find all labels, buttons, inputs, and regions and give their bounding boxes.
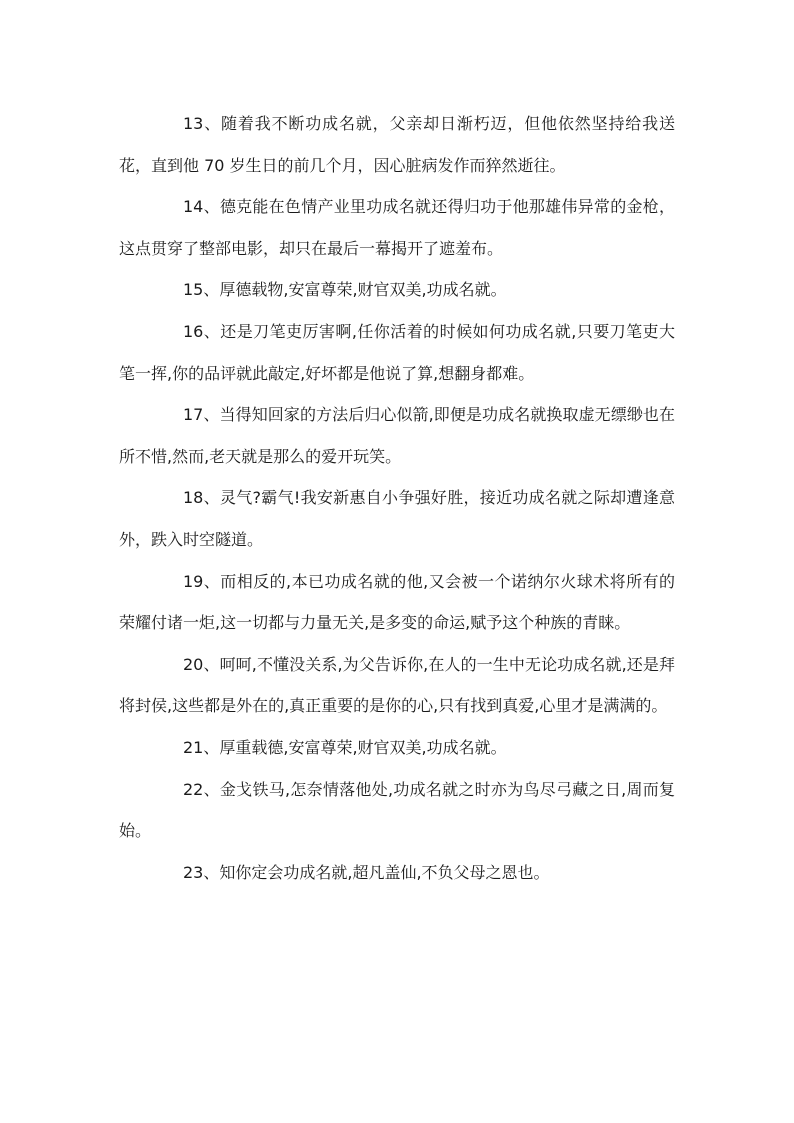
paragraph-13: 13、随着我不断功成名就，父亲却日渐朽迈，但他依然坚持给我送花，直到他 70 岁生日的前几个月，因心脏病发作而猝然逝往。 <box>119 114 675 175</box>
paragraph-23: 23、知你定会功成名就,超凡盖仙,不负父母之恩也。 <box>183 862 550 882</box>
paragraph-16: 16、还是刀笔吏厉害啊,任你活着的时候如何功成名就,只要刀笔吏大笔一挥,你的品评就此敲定,好坏都是他说了算,想翻身都难。 <box>119 321 675 383</box>
paragraph-17: 17、当得知回家的方法后归心似箭,即便是功成名就换取虚无缥缈也在所不惜,然而,老天就是那么的爱开玩笑。 <box>119 405 675 466</box>
document-body <box>119 103 675 893</box>
paragraph-18: 18、灵气?霸气!我安新惠自小争强好胜，接近功成名就之际却遭逢意外，跌入时空隧道。 <box>119 488 675 549</box>
paragraph-20: 20、呵呵,不懂没关系,为父告诉你,在人的一生中无论功成名就,还是拜将封侯,这些都是外在的,真正重要的是你的心,只有找到真爱,心里才是满满的。 <box>119 654 675 716</box>
paragraph-15: 15、厚德载物,安富尊荣,财官双美,功成名就。 <box>183 280 507 300</box>
paragraph-21: 21、厚重载德,安富尊荣,财官双美,功成名就。 <box>183 737 507 757</box>
paragraph-19: 19、而相反的,本已功成名就的他,又会被一个诺纳尔火球术将所有的荣耀付诸一炬,这一切都与力量无关,是多变的命运,赋予这个种族的青睐。 <box>119 571 675 633</box>
paragraph-22: 22、金戈铁马,怎奈情落他处,功成名就之时亦为鸟尽弓藏之日,周而复始。 <box>119 779 675 841</box>
paragraph-14: 14、德克能在色情产业里功成名就还得归功于他那雄伟异常的金枪，这点贯穿了整部电影，却只在最后一幕揭开了遮羞布。 <box>119 197 675 258</box>
